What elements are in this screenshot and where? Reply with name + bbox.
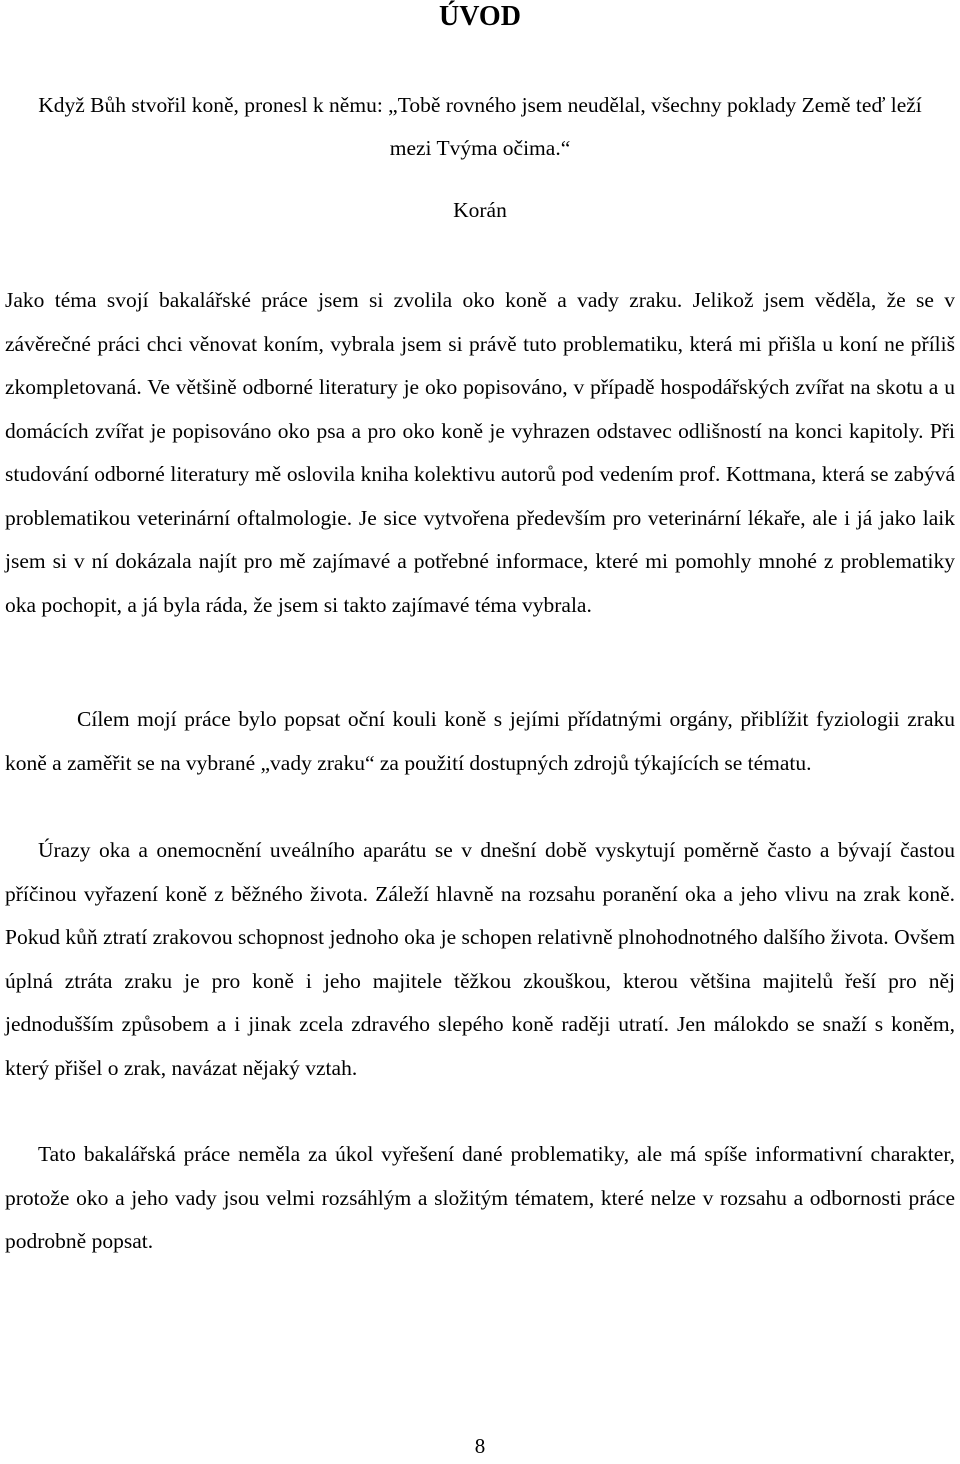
motto-source: Korán [453,198,507,222]
paragraph: Cílem mojí práce bylo popsat oční kouli koně s jejími přídatnými orgány, přiblížit fyziologii zraku koně a zaměřit se na vybrané „vady zraku“ za použití dostupných zdrojů týkajících se tématu. [5,707,955,775]
paragraph: Úrazy oka a onemocnění uveálního aparátu se v dnešní době vyskytují poměrně často a bývají častou příčinou vyřazení koně z běžného života. Záleží hlavně na rozsahu poranění oka a jeho vlivu na zrak koně. Pokud kůň ztratí zrakovou schopnost jednoho oka je schopen relativně plnohodnotného dalšího života. Ovšem úplná ztráta zraku je pro koně i jeho majitele těžkou zkouškou, kterou většina majitelů řeší pro něj jednodušším způsobem a i jinak zcela zdravého slepého koně raději utratí. Jen málokdo se snaží s koněm, který přišel o zrak, navázat nějaký vztah. [5,838,955,1080]
paragraph: Tato bakalářská práce neměla za úkol vyřešení dané problematiky, ale má spíše informativní charakter, protože oko a jeho vady jsou velmi rozsáhlým a složitým tématem, které nelze v rozsahu a odbornosti práce podrobně popsat. [5,1142,955,1253]
chapter-title: ÚVOD [439,1,521,32]
paragraph: Jako téma svojí bakalářské práce jsem si zvolila oko koně a vady zraku. Jelikož jsem věděla, že se v závěrečné práci chci věnovat koním, vybrala jsem si právě tuto problematiku, která mi přišla u koní ne příliš zkompletovaná. Ve většině odborné literatury je oko popisováno, v případě hospodářských zvířat na skotu a u domácích zvířat je popisováno oko psa a pro oko koně je vyhrazen odstavec odlišností na konci kapitoly. Při studování odborné literatury mě oslovila kniha kolektivu autorů pod vedením prof. Kottmana, která se zabývá problematikou veterinární oftalmologie. Je sice vytvořena především pro veterinární lékaře, ale i já jako laik jsem si v ní dokázala najít pro mě zajímavé a potřebné informace, které mi pomohly mnohé z problematiky oka pochopit, a já byla ráda, že jsem si takto zajímavé téma vybrala. [5,288,955,617]
motto-quote: Když Bůh stvořil koně, pronesl k němu: „Tobě rovného jsem neudělal, všechny poklady Země teď leží mezi Tvýma očima.“ [38,93,922,160]
page-number: 8 [474,1434,486,1458]
